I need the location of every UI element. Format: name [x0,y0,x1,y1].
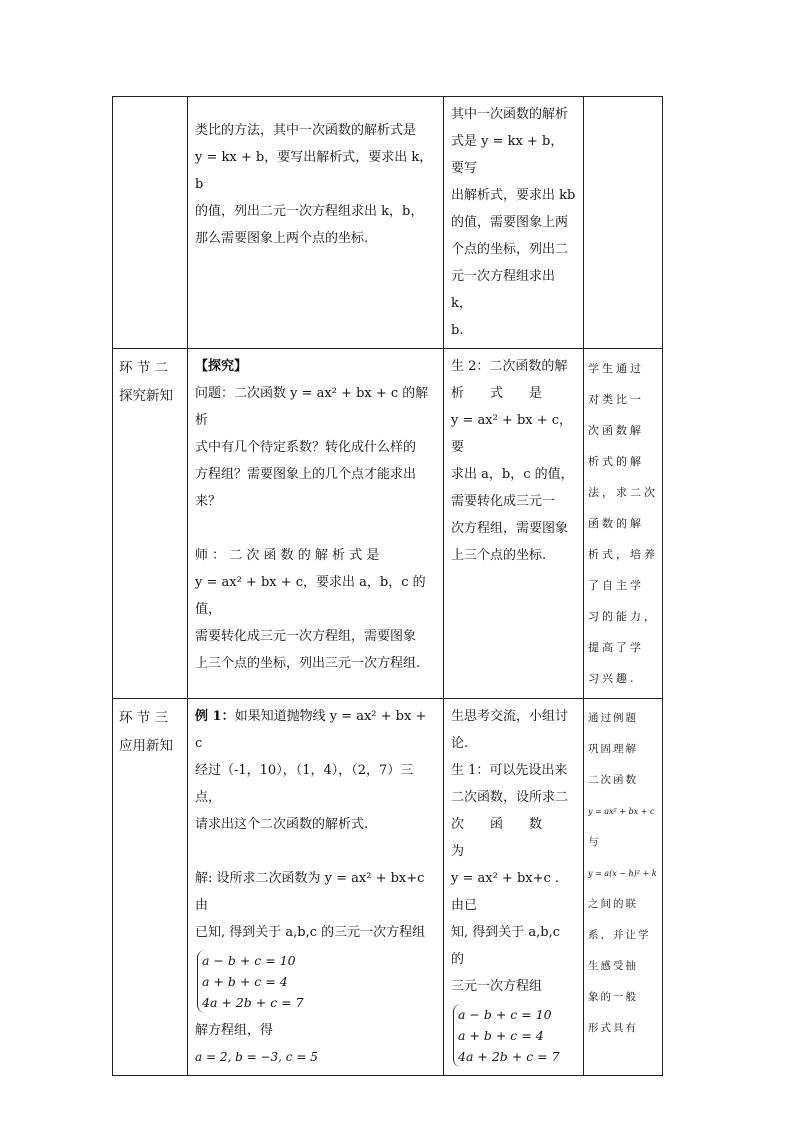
equation: 4a + 2b + c = 7 [202,995,304,1010]
note-cell-empty [584,97,663,349]
stage-label: 环 节 二 [119,360,169,376]
equation: a + b + c = 4 [202,974,288,989]
text-line: 出解析式，要求出 kb [451,188,576,203]
student-cell [444,699,584,1076]
text-line: 知, 得到关于 a,b,c 的 [451,925,561,967]
note-line: 析式，培养 [588,548,658,561]
text-line: 上三个点的坐标，列出三元一次方程组. [195,656,421,671]
text-line: 生思考交流，小组讨 [451,709,569,724]
text-line: 解方程组，得 [195,1023,274,1038]
text-line: 次方程组，需要图象 [451,521,569,536]
table-row [113,699,663,1076]
stage-cell [113,349,188,699]
student-cell [444,349,584,699]
note-line: 习的能力， [588,610,658,623]
text-line: 请求出这个二次函数的解析式. [195,817,369,832]
content-cell [188,97,444,349]
text-line: 析 式 是 [451,386,543,401]
text-line: y = ax² + bx + c，要求出 a，b，c 的值， [195,575,426,617]
result-line: a = 2, b = −3, c = 5 [195,1050,318,1064]
note-line: 通过例题 [588,712,638,724]
text-line: 来？ [195,494,222,509]
text-line: 生 1：可以先设出来 [451,763,568,778]
note-line: 次函数解 [588,424,644,437]
text-line [195,703,436,757]
text-line: 那么需要图象上两个点的坐标. [195,231,369,246]
note-line: 对类比一 [588,393,644,406]
note-line: 了自主学 [588,579,644,592]
example-text: 如果知道抛物线 y = ax² + bx + c [195,709,427,751]
text-line: 已知, 得到关于 a,b,c 的三元一次方程组 [195,925,426,940]
note-line: 之间的联 [588,898,638,910]
note-cell [584,349,663,699]
stage-label: 环 节 三 [119,710,169,726]
content-cell [188,699,444,1076]
equation: a + b + c = 4 [458,1028,544,1043]
text-line: y = ax² + bx+c . 由已 [451,871,560,913]
text-line: 的值，列出二元一次方程组求出 k，b， [195,204,424,219]
text-line: 次 函 数 为 [451,817,569,859]
stage-title: 探究新知 [119,388,173,404]
text-line: 论. [451,736,469,751]
text-line: 解: 设所求二次函数为 y = ax² + bx+c 由 [195,871,425,913]
text-line: 个点的坐标，列出二 [451,242,569,257]
stage-cell [113,699,188,1076]
student-cell [444,97,584,349]
text-line: 其中一次函数的解析 [451,107,569,122]
text-line: 问题：二次函数 y = ax² + bx + c 的解析 [195,386,429,428]
text-line: 求出 a，b，c 的值， [451,467,574,482]
equation: 4a + 2b + c = 7 [458,1049,560,1064]
text-line: y = kx + b，要写出解析式，要求出 k，b [195,150,433,192]
text-line: 生 2：二次函数的解 [451,359,568,374]
text-line: 二次函数，设所求二 [451,790,569,805]
note-line: 系，并让学 [588,929,651,941]
stage-title: 应用新知 [119,738,173,754]
note-line: 函数的解 [588,517,644,530]
text-line: 方程组？需要图象上的几个点才能求出 [195,467,417,482]
equation-system [453,1004,560,1067]
note-line: 象的一般 [588,991,638,1003]
table-row [113,97,663,349]
note-cell [584,699,663,1076]
text-line: 的值，需要图象上两 [451,215,569,230]
note-line: 巩固理解 [588,743,638,755]
text-line: 上三个点的坐标. [451,548,547,563]
note-line: 习兴趣. [588,672,637,685]
text-line: 式中有几个待定系数？转化成什么样的 [195,440,417,455]
text-line: y = ax² + bx + c，要 [451,413,573,455]
table-row [113,349,663,699]
note-line: 形式具有 [588,1022,638,1034]
text-line: 师 ： 二 次 函 数 的 解 析 式 是 [195,548,380,563]
note-line: 析式的解 [588,455,644,468]
note-line: 学生通过 [588,362,644,375]
text-line: 三元一次方程组 [451,979,543,994]
stage-cell-empty [113,97,188,349]
text-line: 需要转化成三元一次方程组，需要图象 [195,629,417,644]
note-line: 与 [588,836,601,848]
note-line: 提高了学 [588,641,644,654]
equation: a − b + c = 10 [202,953,296,968]
note-formula: y = a(x − h)² + k [588,869,657,878]
example-label: 例 1： [195,709,235,724]
lesson-plan-table [112,96,663,1076]
text-line: 式是 y = kx + b，要写 [451,134,564,176]
content-cell [188,349,444,699]
text-line: 需要转化成三元一 [451,494,556,509]
equation: a − b + c = 10 [458,1007,552,1022]
text-line: 元一次方程组求出 k， [451,269,556,311]
note-formula: y = ax² + bx + c [588,807,655,816]
section-heading: 【探究】 [195,359,248,374]
note-line: 法，求二次 [588,486,658,499]
equation-system [197,950,304,1013]
note-line: 二次函数 [588,774,638,786]
text-line: 类比的方法，其中一次函数的解析式是 [195,123,417,138]
note-line: 生感受抽 [588,960,638,972]
text-line: 经过（-1，10），（1，4），（2，7）三点， [195,763,414,805]
text-line: b. [451,323,464,338]
